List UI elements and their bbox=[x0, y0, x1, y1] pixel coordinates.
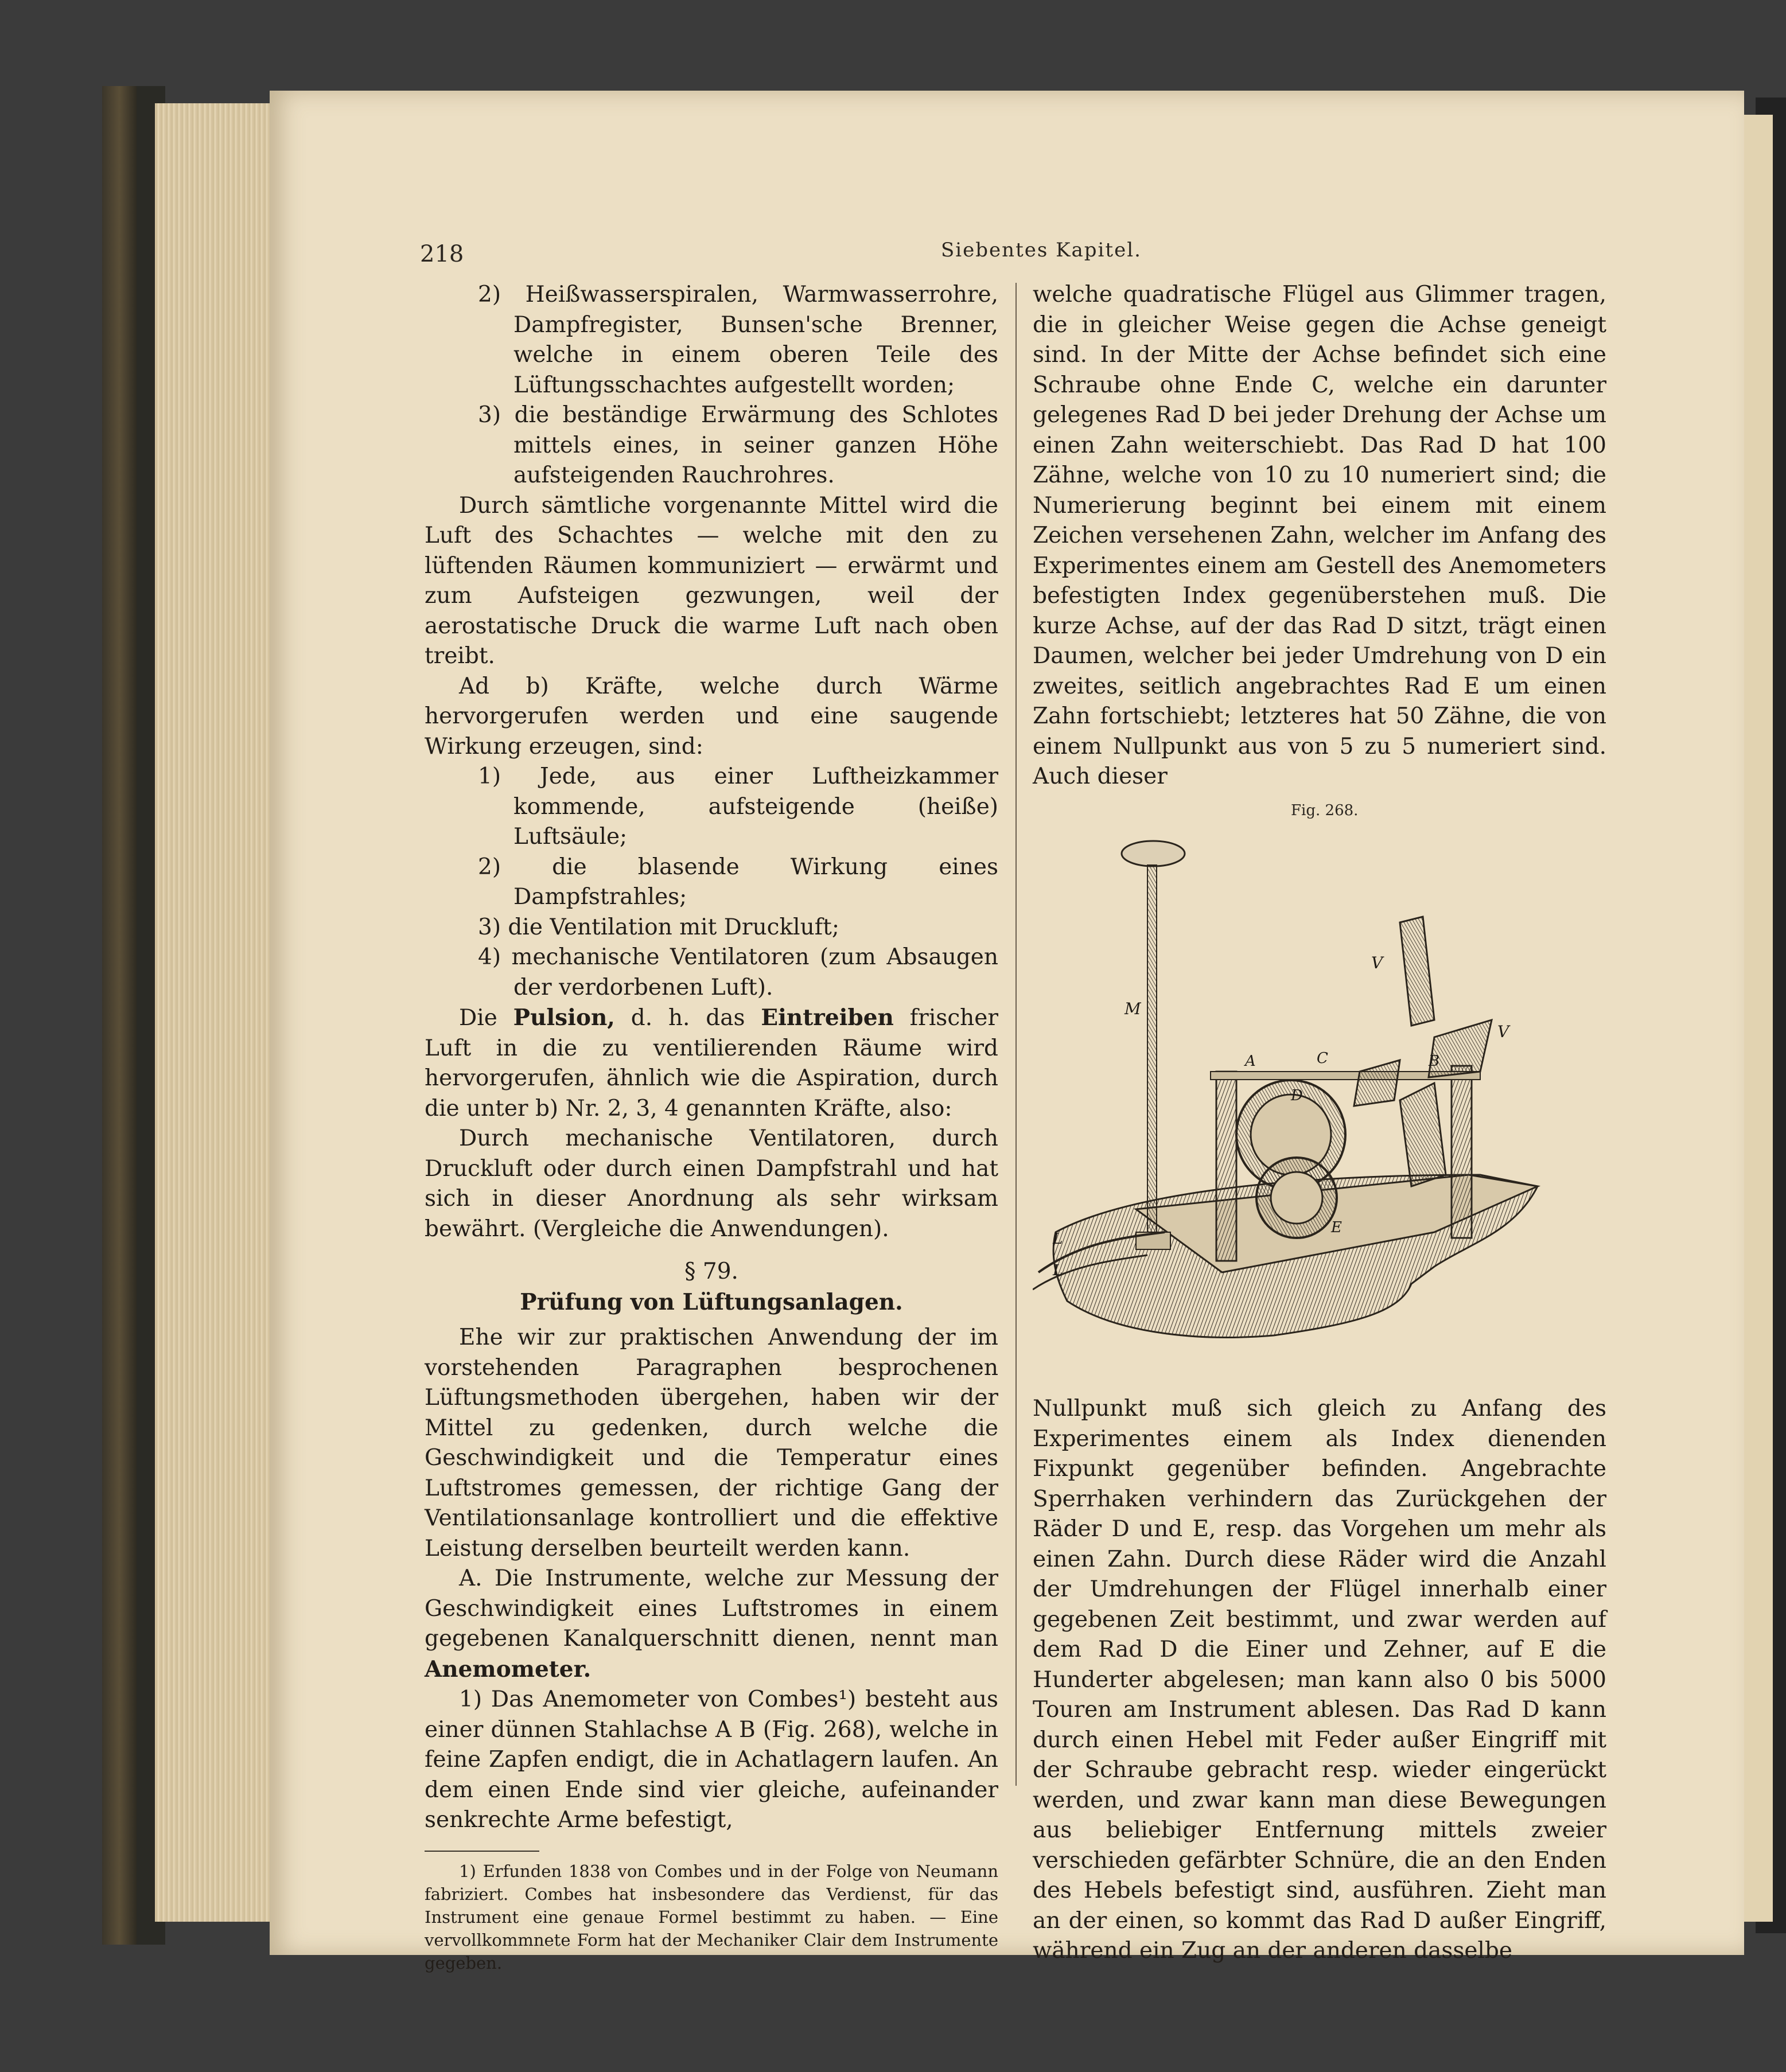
section-heading: Prüfung von Lüftungsanlagen. bbox=[520, 1288, 903, 1315]
label-l2: L bbox=[1053, 1262, 1063, 1279]
paragraph: Durch sämtliche vorgenannte Mittel wird die Luft des Schachtes — welche mit den zu lüftenden Räumen kommuniziert — erwärmt und zum Aufsteigen gezwungen, weil der aerostatische Druck die warme Luft nach oben treibt. bbox=[425, 492, 998, 669]
text-run: d. h. das bbox=[614, 1005, 761, 1031]
label-l1: L bbox=[1053, 1230, 1063, 1248]
label-v1: V bbox=[1371, 953, 1383, 972]
paragraph: Ad b) Kräfte, welche durch Wärme hervorgerufen werden und eine saugende Wirkung erzeugen, sind: bbox=[425, 673, 998, 760]
paragraph: Nullpunkt muß sich gleich zu Anfang des Experimentes einem als Index dienenden Fixpunkt gegenüber befinden. Angebrachte Sperrhaken verhindern das Zurückgehen der Räder D und E, resp. das Vorgehen um mehr als einen Zahn. Durch diese Räder wird die Anzahl der Umdrehungen der Flügel innerhalb einer gegebenen Zeit bestimmt, und zwar werden auf dem Rad D die Einer und Zehner, auf E die Hunderter abgelesen; man kann also 0 bis 5000 Touren am Instrument ablesen. Das Rad D kann durch einen Hebel mit Feder außer Eingriff mit der Schraube gebracht resp. wieder eingerückt werden, und zwar kann man diese Bewegungen aus beliebiger Entfernung mittels zweier verschieden gefärbter Schnüre, die an den Enden des Hebels befestigt sind, ausführen. Zieht man an der einen, so kommt das Rad D außer Eingriff, während ein Zug an der anderen dasselbe bbox=[1033, 1396, 1606, 1964]
anemometer-figure bbox=[1033, 831, 1612, 1381]
bold-term: Eintreiben bbox=[761, 1004, 894, 1031]
label-a: A bbox=[1245, 1053, 1256, 1070]
bold-term: Anemometer. bbox=[425, 1656, 592, 1682]
running-title: Siebentes Kapitel. bbox=[941, 239, 1142, 262]
label-e: E bbox=[1331, 1219, 1342, 1236]
paragraph: Durch mechanische Ventilatoren, durch Druckluft oder durch einen Dampfstrahl und hat sich in dieser Anordnung als sehr wirksam bewährt. (Vergleiche die Anwendungen). bbox=[425, 1125, 998, 1242]
right-column-bottom bbox=[1033, 1394, 1606, 1966]
label-d: D bbox=[1291, 1087, 1303, 1104]
figure-caption: Fig. 268. bbox=[1291, 802, 1359, 819]
right-column-top bbox=[1033, 280, 1606, 792]
footnote-text: 1) Erfunden 1838 von Combes und in der Folge von Neumann fabriziert. Combes hat insbesondere das Verdienst, für das Instrument eine genaue Formel bestimmt zu haben. — Eine vervollkommnete Form hat der Mechaniker Clair dem Instrumente gegeben. bbox=[425, 1861, 998, 1973]
text-run: frischer Luft in die zu ventilierenden Räume wird hervorgerufen, ähnlich wie die Aspiration, durch die unter b) Nr. 2, 3, 4 genannten Kräfte, also: bbox=[425, 1005, 998, 1121]
vane-left bbox=[1354, 1060, 1400, 1106]
list-item: 3) die Ventilation mit Druckluft; bbox=[478, 914, 839, 940]
list-item: 3) die beständige Erwärmung des Schlotes mittels eines, in seiner ganzen Höhe aufsteigenden Rauchrohres. bbox=[478, 402, 998, 488]
frame-right-post bbox=[1452, 1066, 1472, 1238]
text-run: Die bbox=[459, 1005, 513, 1031]
label-c: C bbox=[1317, 1050, 1328, 1067]
bold-term: Pulsion, bbox=[513, 1004, 615, 1031]
paragraph: welche quadratische Flügel aus Glimmer tragen, die in gleicher Weise gegen die Achse geneigt sind. In der Mitte der Achse befindet sich eine Schraube ohne Ende C, welche ein darunter gelegenes Rad D bei jeder Drehung der Achse um einen Zahn weiterschiebt. Das Rad D hat 100 Zähne, welche von 10 zu 10 numeriert sind; die Numerierung beginnt bei einem mit einem Zeichen versehenen Zahn, welcher im Anfang des Experimentes einem am Gestell des Anemometers befestigten Index gegenüberstehen muß. Die kurze Achse, auf der das Rad D sitzt, trägt einen Daumen, welcher bei jeder Umdrehung von D ein zweites, seitlich angebrachtes Rad E um einen Zahn fortschiebt; letzteres hat 50 Zähne, die von einem Nullpunkt aus von 5 zu 5 numeriert sind. Auch dieser bbox=[1033, 282, 1606, 789]
footnote bbox=[425, 1860, 998, 1974]
label-m: M bbox=[1124, 999, 1141, 1018]
paragraph-pulsion bbox=[425, 1003, 998, 1124]
column-divider bbox=[1015, 283, 1017, 1786]
leather-spine bbox=[102, 86, 137, 1945]
vane-lower bbox=[1400, 1083, 1446, 1186]
paragraph: 1) Das Anemometer von Combes¹) besteht aus einer dünnen Stahlachse A B (Fig. 268), welche in feine Zapfen endigt, die in Achatlagern laufen. An dem einen Ende sind vier gleiche, aufeinander senkrechte Arme befestigt, bbox=[425, 1687, 998, 1833]
book-page bbox=[270, 91, 1744, 1973]
label-b: B bbox=[1429, 1053, 1440, 1070]
paragraph: Ehe wir zur praktischen Anwendung der im vorstehenden Paragraphen besprochenen Lüftungsmethoden übergehen, haben wir der Mittel zu gedenken, durch welche die Geschwindigkeit und die Temperatur eines Luftstromes gemessen, der richtige Gang der Ventilationsanlage kontrolliert und die effektive Leistung derselben beurteilt werden kann. bbox=[425, 1325, 998, 1561]
section-number: § 79. bbox=[684, 1259, 738, 1284]
vane-upper bbox=[1400, 917, 1434, 1026]
stand-top-disk bbox=[1122, 841, 1185, 866]
page-number: 218 bbox=[420, 241, 464, 267]
paragraph-anemometer bbox=[425, 1564, 998, 1685]
label-v2: V bbox=[1497, 1022, 1509, 1041]
footnote-rule bbox=[425, 1851, 539, 1852]
list-item: 1) Jede, aus einer Luftheizkammer kommende, aufsteigende (heiße) Luftsäule; bbox=[478, 764, 998, 850]
left-column bbox=[425, 280, 998, 1974]
list-item: 2) die blasende Wirkung eines Dampfstrahles; bbox=[478, 854, 998, 910]
list-item: 2) Heißwasserspiralen, Warmwasserrohre, Dampfregister, Bunsen'sche Brenner, welche in einem oberen Teile des Lüftungsschachtes aufgestellt worden; bbox=[478, 282, 998, 398]
text-run: A. Die Instrumente, welche zur Messung der Geschwindigkeit eines Luftstromes in einem gegebenen Kanalquerschnitt dienen, nennt man bbox=[425, 1565, 998, 1652]
page-edges bbox=[155, 103, 275, 1922]
stand-rod-m bbox=[1147, 865, 1157, 1238]
list-item: 4) mechanische Ventilatoren (zum Absaugen der verdorbenen Luft). bbox=[478, 944, 998, 1000]
frame-left-post bbox=[1216, 1072, 1236, 1261]
